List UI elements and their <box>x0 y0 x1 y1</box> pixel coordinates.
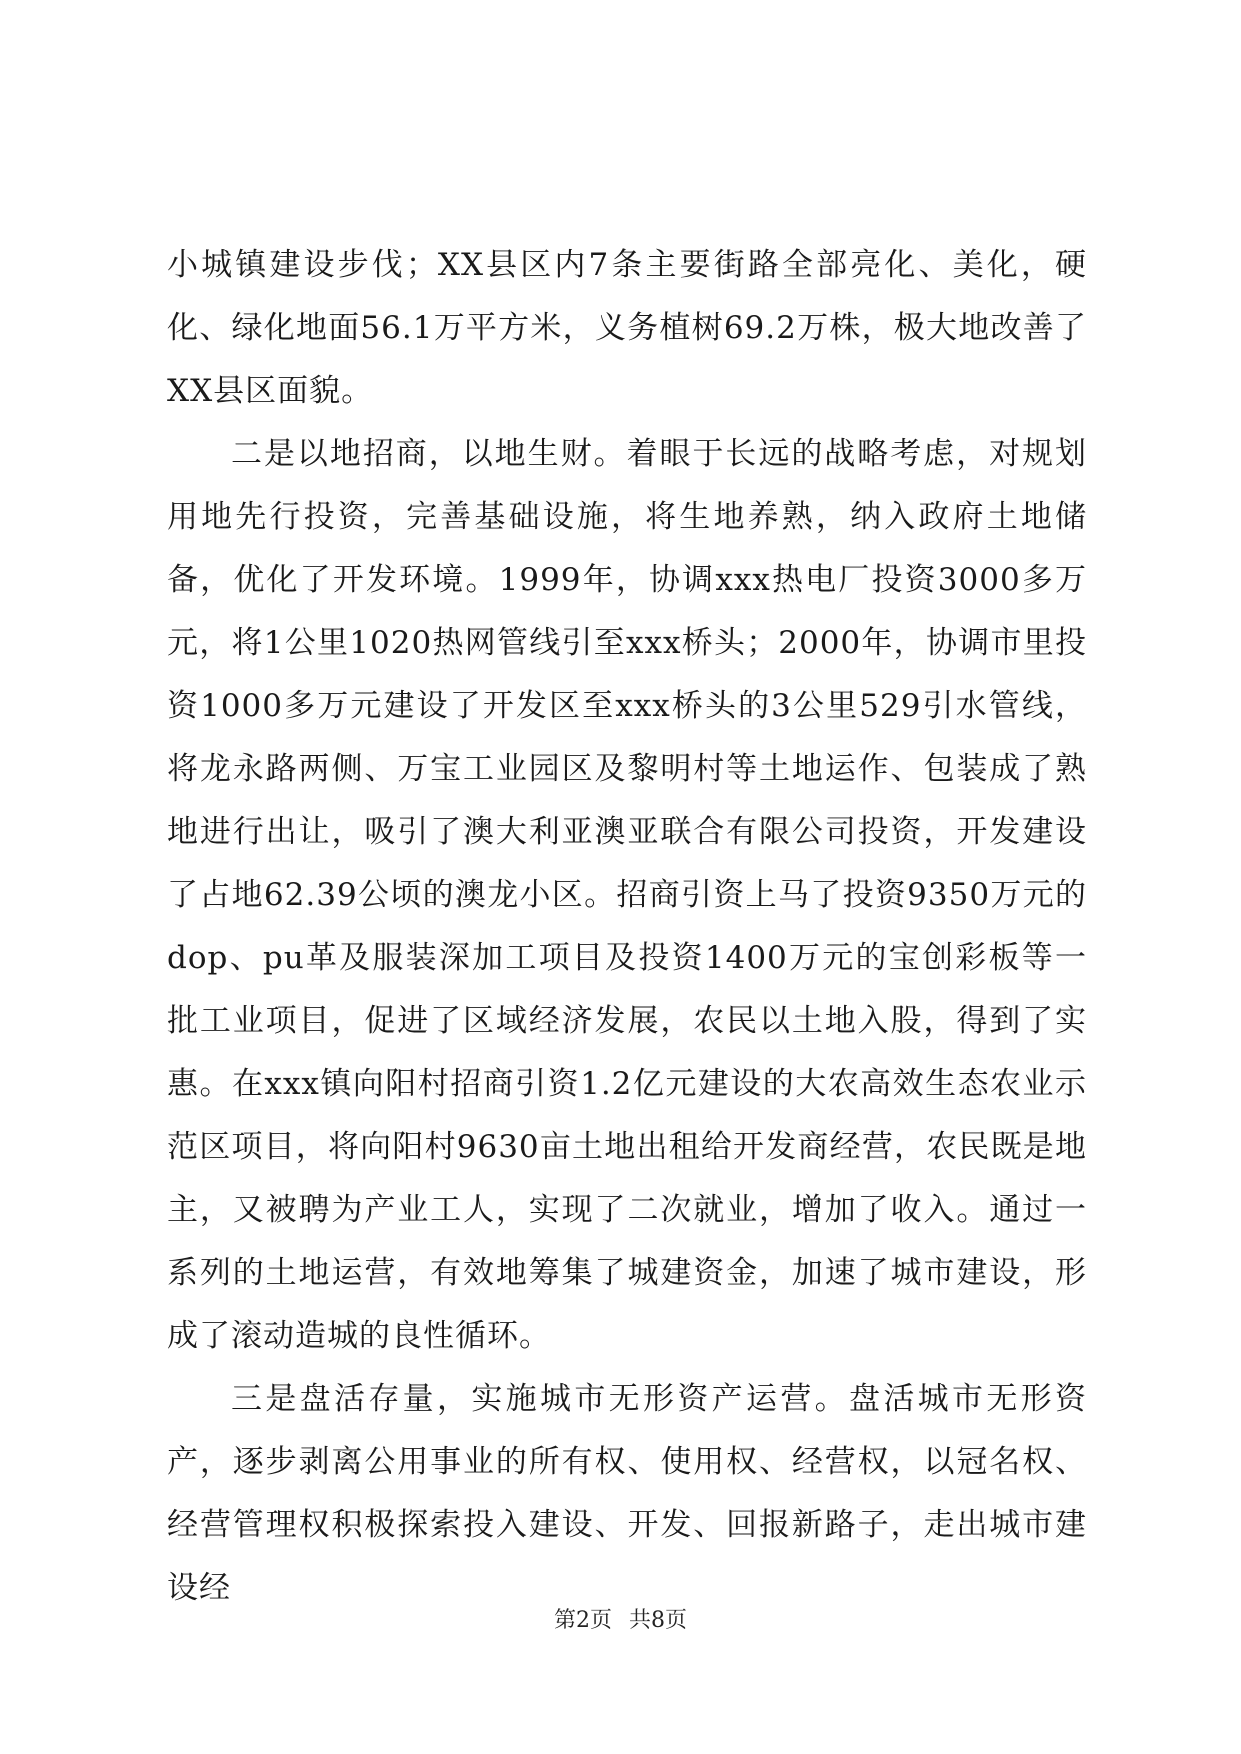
page-number: 第2页 <box>554 1608 612 1633</box>
paragraph-continued: 小城镇建设步伐；XX县区内7条主要街路全部亮化、美化，硬化、绿化地面56.1万平方米，义务植树69.2万株，极大地改善了XX县区面貌。 <box>167 247 1087 409</box>
paragraph-intangible-assets: 三是盘活存量，实施城市无形资产运营。盘活城市无形资产，逐步剥离公用事业的所有权、使用权、经营权，以冠名权、经营管理权积极探索投入建设、开发、回报新路子，走出城市建设经 <box>167 1381 1087 1606</box>
page-total: 共8页 <box>629 1608 687 1633</box>
paragraph-land-investment: 二是以地招商，以地生财。着眼于长远的战略考虑，对规划用地先行投资，完善基础设施，将生地养熟，纳入政府土地储备，优化了开发环境。1999年，协调xxx热电厂投资3000多万元，将1公里1020热网管线引至xxx桥头；2000年，协调市里投资1000多万元建设了开发区至xxx桥头的3公里529引水管线，将龙永路两侧、万宝工业园区及黎明村等土地运作、包装成了熟地进行出让，吸引了澳大利亚澳亚联合有限公司投资，开发建设了占地62.39公顷的澳龙小区。招商引资上马了投资9350万元的dop、pu革及服装深加工项目及投资1400万元的宝创彩板等一批工业项目，促进了区域经济发展，农民以土地入股，得到了实惠。在xxx镇向阳村招商引资1.2亿元建设的大农高效生态农业示范区项目，将向阳村9630亩土地出租给开发商经营，农民既是地主，又被聘为产业工人，实现了二次就业，增加了收入。通过一系列的土地运营，有效地筹集了城建资金，加速了城市建设，形成了滚动造城的良性循环。 <box>167 436 1087 1354</box>
document-body <box>167 234 1087 1620</box>
page-footer <box>0 1606 1241 1636</box>
